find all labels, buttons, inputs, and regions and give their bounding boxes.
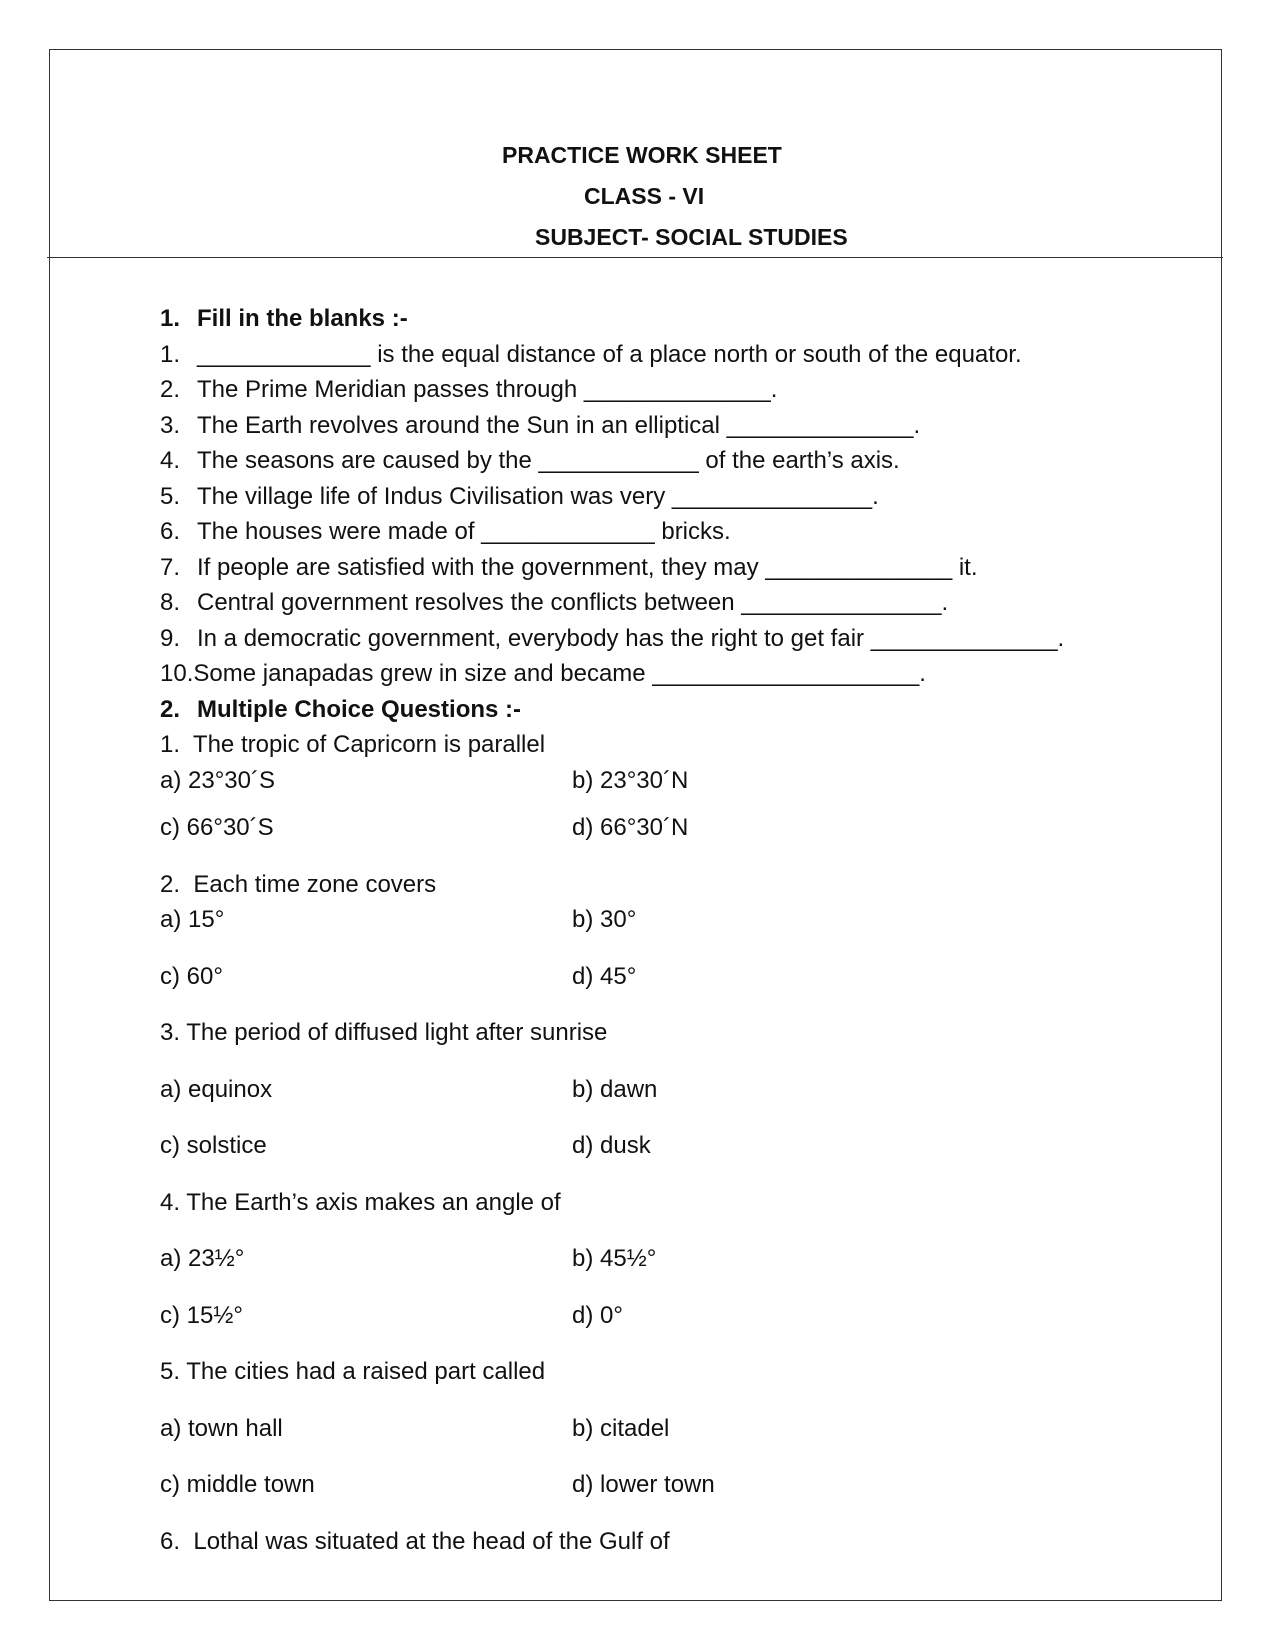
mcq-question: 6. Lothal was situated at the head of the Gulf of xyxy=(160,1527,670,1555)
mcq-options-row xyxy=(160,959,1170,995)
mcq-options-row xyxy=(160,1411,1170,1447)
section-heading-fill-blanks: 1. Fill in the blanks :- xyxy=(160,305,408,332)
option-c: c) middle town xyxy=(160,1471,315,1498)
option-b: b) 45½° xyxy=(572,1245,657,1272)
mcq-options-row xyxy=(160,1298,1170,1334)
fill-item: 1. _____________ is the equal distance of a place north or south of the equator. xyxy=(160,340,1022,368)
fill-item: 2. The Prime Meridian passes through ______________. xyxy=(160,376,778,403)
option-d: d) 45° xyxy=(572,962,637,990)
fill-item: 5. The village life of Indus Civilisation was very _______________. xyxy=(160,482,879,510)
mcq-options-row xyxy=(160,763,1170,799)
option-d: d) 0° xyxy=(572,1301,623,1329)
class-label: CLASS - VI xyxy=(584,183,705,209)
fill-item: 4. The seasons are caused by the ____________ of the earth’s axis. xyxy=(160,447,900,474)
mcq-question: 2. Each time zone covers xyxy=(160,870,437,898)
subject-label: SUBJECT- SOCIAL STUDIES xyxy=(535,224,848,250)
option-b: b) dawn xyxy=(572,1075,658,1103)
fill-item: 6. The houses were made of _____________ bricks. xyxy=(160,518,731,545)
mcq-options-row xyxy=(160,1072,1170,1108)
option-a: a) equinox xyxy=(160,1075,273,1103)
option-a: a) 23°30´S xyxy=(160,766,275,794)
mcq-options-row xyxy=(160,1241,1170,1277)
option-b: b) citadel xyxy=(572,1414,670,1442)
option-c: c) 66°30´S xyxy=(160,814,274,841)
fill-item: 8. Central government resolves the conflicts between _______________. xyxy=(160,589,949,616)
mcq-options-row xyxy=(160,1128,1170,1164)
section-heading-mcq: 2. Multiple Choice Questions :- xyxy=(160,695,522,723)
option-c: c) solstice xyxy=(160,1132,267,1159)
fill-item: 3. The Earth revolves around the Sun in an elliptical ______________. xyxy=(160,411,921,439)
option-c: c) 60° xyxy=(160,962,223,990)
option-a: a) town hall xyxy=(160,1414,283,1442)
fill-item: 10. Some janapadas grew in size and became ____________________. xyxy=(160,660,926,687)
option-b: b) 23°30´N xyxy=(572,766,689,794)
option-d: d) 66°30´N xyxy=(572,814,689,841)
fill-item: 7. If people are satisfied with the government, they may ______________ it. xyxy=(160,553,978,581)
mcq-options-row xyxy=(160,810,1170,846)
option-d: d) lower town xyxy=(572,1471,715,1498)
worksheet-title: PRACTICE WORK SHEET xyxy=(502,142,782,168)
option-c: c) 15½° xyxy=(160,1301,243,1329)
fill-item: 9. In a democratic government, everybody has the right to get fair ______________. xyxy=(160,624,1065,652)
mcq-options-row xyxy=(160,902,1170,938)
option-d: d) dusk xyxy=(572,1132,651,1159)
mcq-question: 3. The period of diffused light after sunrise xyxy=(160,1019,608,1046)
header-divider xyxy=(47,257,1223,258)
option-a: a) 23½° xyxy=(160,1245,245,1272)
mcq-question: 5. The cities had a raised part called xyxy=(160,1358,546,1385)
mcq-question: 4. The Earth’s axis makes an angle of xyxy=(160,1188,561,1216)
mcq-question: 1. The tropic of Capricorn is parallel xyxy=(160,731,546,758)
option-b: b) 30° xyxy=(572,906,637,933)
mcq-options-row xyxy=(160,1467,1170,1503)
option-a: a) 15° xyxy=(160,906,225,933)
worksheet-body xyxy=(160,301,1170,1559)
